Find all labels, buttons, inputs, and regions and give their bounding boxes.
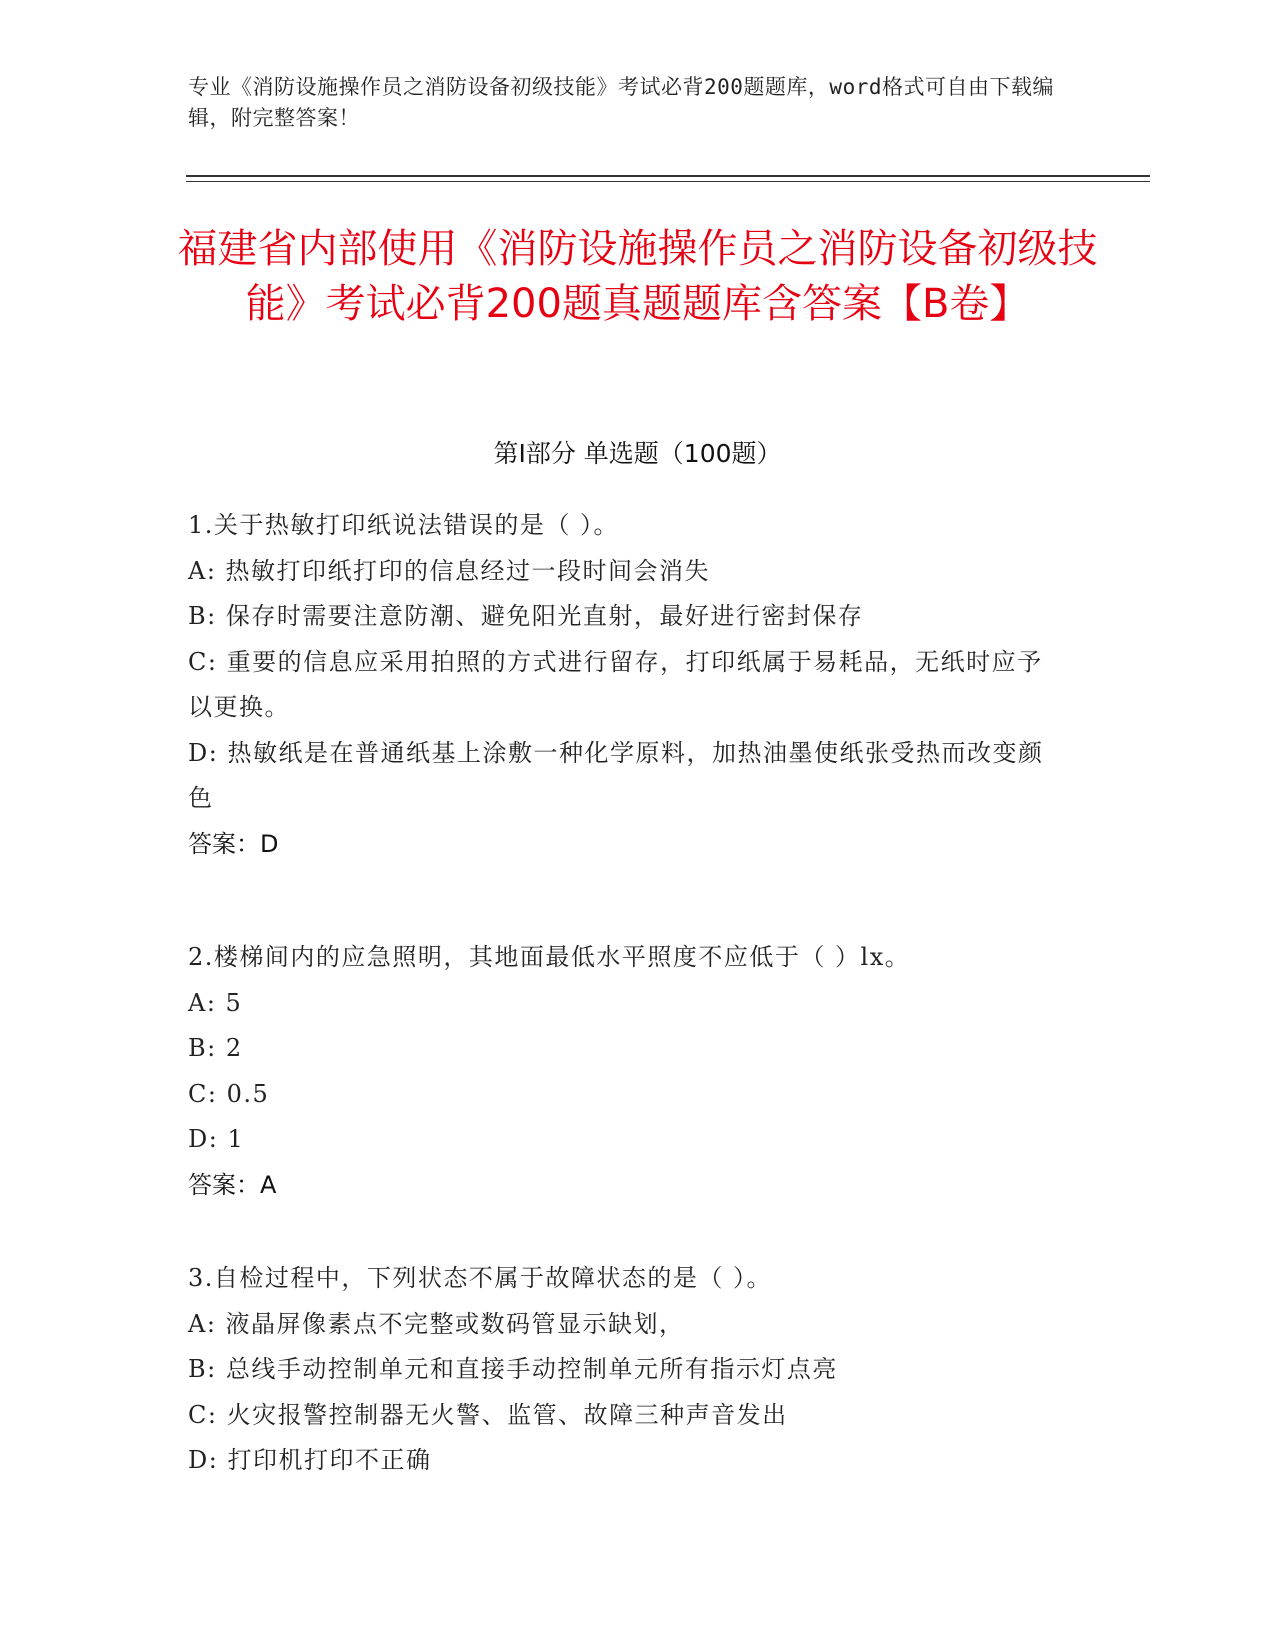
question-2: [188, 935, 1068, 1208]
option-a: A: 液晶屏像素点不完整或数码管显示缺划，: [188, 1309, 685, 1338]
question-stem: 3.自检过程中，下列状态不属于故障状态的是（ ）。: [188, 1264, 773, 1292]
answer: 答案：D: [188, 829, 279, 858]
option-c: C: 火灾报警控制器无火警、监管、故障三种声音发出: [188, 1400, 788, 1429]
option-c: C: 重要的信息应采用拍照的方式进行留存，打印纸属于易耗品，无纸时应予以更换。: [188, 647, 1043, 721]
header-divider-thin: [186, 181, 1150, 182]
option-b: B: 2: [188, 1034, 243, 1062]
question-1: [188, 503, 1068, 867]
answer: 答案：A: [188, 1170, 277, 1199]
option-d: D: 热敏纸是在普通纸基上涂敷一种化学原料，加热油墨使纸张受热而改变颜色: [188, 738, 1044, 812]
option-c: C: 0.5: [188, 1079, 270, 1108]
option-b: B: 保存时需要注意防潮、避免阳光直射，最好进行密封保存: [188, 602, 864, 630]
option-d: D: 打印机打印不正确: [188, 1446, 432, 1474]
section-title: 第I部分 单选题（100题）: [493, 439, 782, 468]
question-stem: 1.关于热敏打印纸说法错误的是（ ）。: [188, 511, 620, 539]
option-b: B: 总线手动控制单元和直接手动控制单元所有指示灯点亮: [188, 1355, 838, 1383]
header-note: 专业《消防设施操作员之消防设备初级技能》考试必背200题题库，word格式可自由下载编辑，附完整答案！: [188, 75, 1054, 130]
option-a: A: 热敏打印纸打印的信息经过一段时间会消失: [188, 556, 711, 585]
question-stem: 2.楼梯间内的应急照明，其地面最低水平照度不应低于（ ）lx。: [188, 943, 911, 971]
document-title: 福建省内部使用《消防设施操作员之消防设备初级技能》考试必背200题真题题库含答案【B卷】: [177, 226, 1098, 327]
option-d: D: 1: [188, 1125, 245, 1153]
header-divider: [186, 175, 1150, 177]
option-a: A: 5: [188, 988, 243, 1017]
question-3: [188, 1256, 1068, 1484]
